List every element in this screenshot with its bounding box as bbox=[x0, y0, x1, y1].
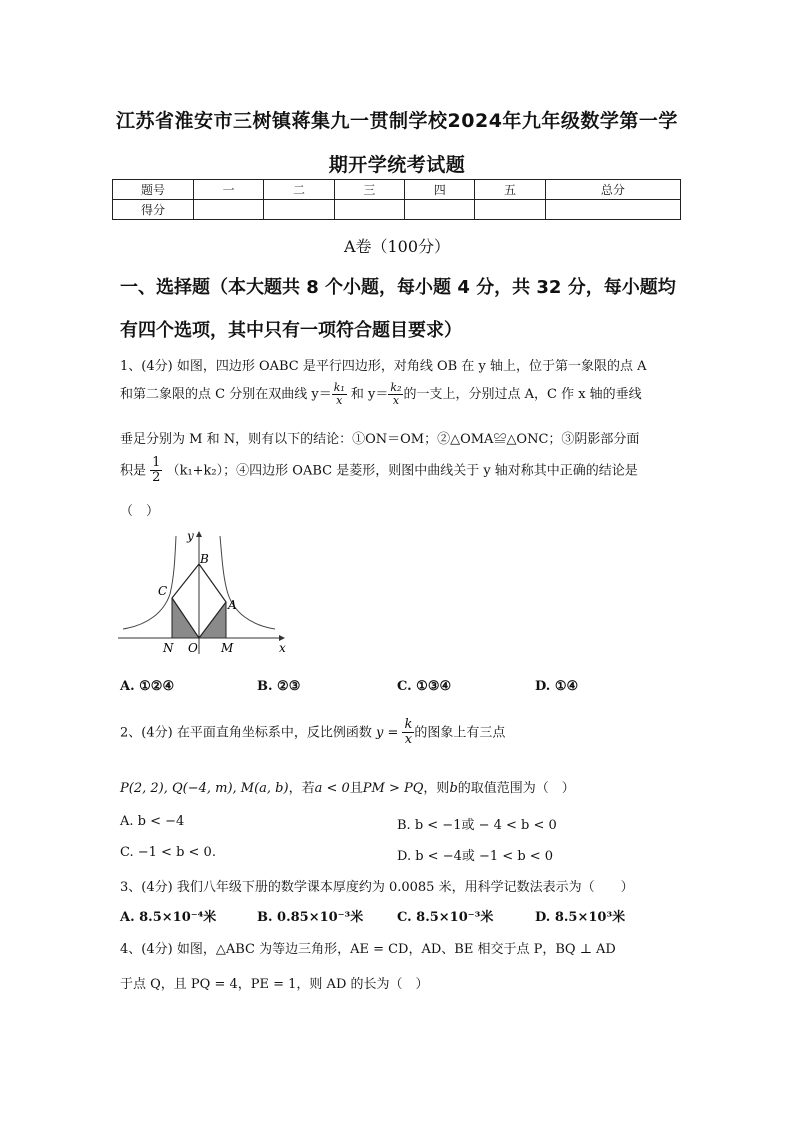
q1-option-b[interactable]: B. ②③ bbox=[257, 679, 301, 694]
q2-option-c[interactable]: C. −1 < b < 0. bbox=[120, 845, 216, 860]
label-c: C bbox=[158, 584, 168, 598]
label-m: M bbox=[221, 641, 234, 655]
q4-line-2: 于点 Q，且 PQ = 4，PE = 1，则 AD 的长为（ ） bbox=[120, 977, 429, 992]
q1-text: 积是 bbox=[120, 463, 147, 479]
score-blank-cell[interactable] bbox=[545, 200, 680, 220]
score-header-cell: 三 bbox=[334, 180, 404, 200]
q2-text: 的取值范围为（ ） bbox=[457, 781, 575, 796]
q1-fraction-k2 bbox=[388, 382, 403, 407]
q1-option-a[interactable]: A. ①②④ bbox=[120, 679, 175, 694]
frac-denominator: x bbox=[392, 394, 400, 408]
score-blank-cell[interactable] bbox=[334, 200, 404, 220]
q2-function-lhs: y = bbox=[375, 725, 399, 741]
q2-text: ，若 bbox=[288, 781, 315, 796]
frac-denominator: x bbox=[336, 394, 343, 408]
part1-heading-line-2: 有四个选项，其中只有一项符合题目要求） bbox=[120, 320, 462, 341]
section-a-heading: A卷（100分） bbox=[343, 237, 451, 256]
score-row-label: 得分 bbox=[113, 200, 194, 220]
q1-text: （k₁+k₂）；④四边形 OABC 是菱形，则图中曲线关于 y 轴对称其中正确的结论是 bbox=[166, 463, 638, 479]
q3-option-d[interactable]: D. 8.5×10³米 bbox=[535, 910, 626, 925]
q3-option-c[interactable]: C. 8.5×10⁻³米 bbox=[397, 910, 494, 925]
frac-numerator: 1 bbox=[152, 455, 161, 470]
title-line-2: 期开学统考试题 bbox=[328, 154, 466, 176]
q1-line-3: 垂足分别为 M 和 N，则有以下的结论：①ON＝OM；②△OMA≌△ONC；③阴影部分面 bbox=[120, 432, 640, 447]
q2-line-2 bbox=[120, 777, 575, 796]
score-blank-cell[interactable] bbox=[405, 200, 475, 220]
label-y: y bbox=[187, 529, 194, 543]
q1-line-4 bbox=[120, 456, 638, 486]
q2-condition: a < 0 bbox=[314, 781, 350, 796]
q3-option-b[interactable]: B. 0.85×10⁻³米 bbox=[257, 910, 364, 925]
q2-line-1 bbox=[120, 718, 505, 748]
q2-points: P(2, 2), Q(−4, m), M(a, b) bbox=[120, 781, 289, 796]
q1-text: 的一支上，分别过点 A，C 作 x 轴的垂线 bbox=[403, 387, 642, 403]
q1-fraction-half bbox=[150, 456, 162, 486]
label-o: O bbox=[188, 641, 198, 655]
q1-line-5: （ ） bbox=[120, 504, 160, 519]
score-table-header-row bbox=[113, 180, 681, 200]
q2-variable-b: b bbox=[449, 781, 458, 796]
q1-line-2 bbox=[120, 382, 642, 407]
q1-option-c[interactable]: C. ①③④ bbox=[397, 679, 452, 694]
q2-condition-2: PM > PQ bbox=[362, 781, 424, 796]
title-line-1: 江苏省淮安市三树镇蒋集九一贯制学校2024年九年级数学第一学 bbox=[116, 110, 678, 132]
left-hyperbola bbox=[123, 536, 176, 629]
label-x: x bbox=[279, 641, 286, 655]
q3-option-a[interactable]: A. 8.5×10⁻⁴米 bbox=[120, 910, 217, 925]
q2-text: ，则 bbox=[423, 781, 450, 796]
score-header-cell: 一 bbox=[194, 180, 264, 200]
q2-option-a[interactable]: A. b < −4 bbox=[120, 814, 185, 829]
q2-option-d[interactable]: D. b < −4或 −1 < b < 0 bbox=[397, 849, 554, 864]
label-b: B bbox=[200, 552, 209, 566]
frac-numerator: k₂ bbox=[390, 381, 402, 394]
score-blank-cell[interactable] bbox=[264, 200, 334, 220]
frac-denominator: x bbox=[404, 732, 413, 748]
q2-text: 的图象上有三点 bbox=[414, 725, 506, 741]
score-header-cell: 题号 bbox=[113, 180, 194, 200]
q2-function-fraction bbox=[402, 718, 414, 748]
q3-line-1: 3、(4分) 我们八年级下册的数学课本厚度约为 0.0085 米，用科学记数法表示为（ ） bbox=[120, 880, 634, 895]
score-header-cell: 总分 bbox=[545, 180, 680, 200]
frac-numerator: k₁ bbox=[333, 381, 345, 394]
q2-option-b[interactable]: B. b < −1或 − 4 < b < 0 bbox=[397, 818, 557, 833]
right-hyperbola bbox=[220, 536, 275, 629]
q1-graph bbox=[118, 528, 290, 656]
label-n: N bbox=[163, 641, 174, 655]
frac-denominator: 2 bbox=[152, 470, 161, 486]
score-blank-cell[interactable] bbox=[194, 200, 264, 220]
score-blank-cell[interactable] bbox=[475, 200, 545, 220]
label-a: A bbox=[228, 598, 237, 612]
q1-option-d[interactable]: D. ①④ bbox=[535, 679, 579, 694]
q2-text: 且 bbox=[349, 781, 363, 796]
score-header-cell: 五 bbox=[475, 180, 545, 200]
q1-line-1: 1、(4分) 如图，四边形 OABC 是平行四边形，对角线 OB 在 y 轴上，位于第一象限的点 A bbox=[120, 359, 647, 374]
q4-line-1: 4、(4分) 如图，△ABC 为等边三角形，AE = CD，AD、BE 相交于点 P，BQ ⊥ AD bbox=[120, 942, 616, 957]
frac-numerator: k bbox=[404, 717, 413, 732]
score-table bbox=[112, 179, 681, 220]
q1-text: 和第二象限的点 C 分别在双曲线 y＝ bbox=[120, 387, 332, 403]
score-header-cell: 四 bbox=[405, 180, 475, 200]
q1-fraction-k1 bbox=[332, 382, 347, 407]
q1-text: 和 y＝ bbox=[350, 387, 389, 403]
part1-heading-line-1: 一、选择题（本大题共 8 个小题，每小题 4 分，共 32 分，每小题均 bbox=[120, 277, 676, 298]
score-header-cell: 二 bbox=[264, 180, 334, 200]
score-table-score-row bbox=[113, 200, 681, 220]
q2-text: 2、(4分) 在平面直角坐标系中，反比例函数 bbox=[120, 725, 372, 741]
